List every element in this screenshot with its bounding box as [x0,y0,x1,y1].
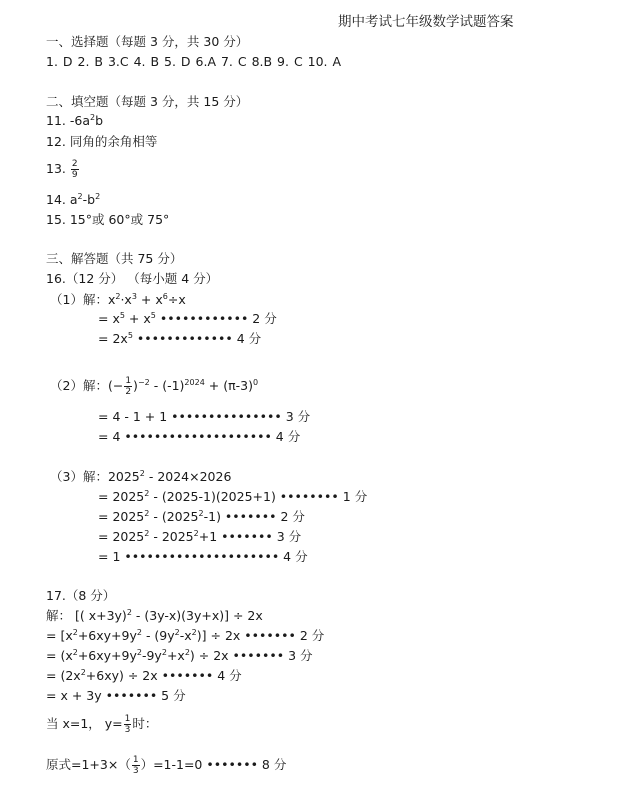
q17-line6: 当 x=1， y= $\frac{1}{3}$ 时： [46,714,158,735]
question-17-title: 17.（8 分） [46,588,116,603]
q16-part3-label: （3）解：2025$^2$ - 2024×2026 [50,469,232,484]
q17-line3: = $(x^2+6xy+9y^2-9y^2+x^2) \div 2x$ ••••••• 3 分 [46,648,313,663]
choice-answers: 1. D 2. B 3.C 4. B 5. D 6.A 7. C 8.B 9. C 10. A [46,54,342,69]
page-title: 期中考试七年级数学试题答案 [338,14,514,30]
q16-part1-expr: $x^2\cdot x^3 + x^6\div x$ [107,292,186,307]
section-heading-fill: 二、填空题（每题 3 分，共 15 分） [46,94,249,109]
fraction: $\frac{1}{3}$ [132,755,139,776]
answer-12: 12. 同角的余角相等 [46,134,158,149]
q17-line7: 原式=1+3×（ $\frac{1}{3}$ ）=1-1=0 ••••••• 8 分 [46,755,287,776]
answer-11: 11. $-6a^2b$ [46,113,104,128]
q16-part3-expr: 2025$^2$ - 2024×2026 [107,469,232,484]
q16-part2-expr: (− $\frac{1}{2}$ )$^{-2} - (-1)^{2024} + (\pi-3)^0$ [107,376,259,397]
fraction: $\frac{1}{3}$ [124,714,131,735]
question-16-title: 16.（12 分） （每小题 4 分） [46,271,219,286]
section-heading-solve: 三、解答题（共 75 分） [46,251,183,266]
answer-14: 14. $a^2-b^2$ [46,192,101,207]
q16-part1-step1: = $x^5 + x^5$ •••••••••••• 2 分 [98,311,277,326]
q16-part3-step4: = 1 ••••••••••••••••••••• 4 分 [98,549,308,564]
fraction: $\frac{1}{2}$ [125,376,132,397]
answer-15: 15. 15°或 60°或 75° [46,212,170,227]
q16-part3-step2: = $2025^2 - (2025^2-1)$ ••••••• 2 分 [98,509,305,524]
q16-part3-step1: = $2025^2 - (2025-1)(2025+1)$ •••••••• 1 分 [98,489,368,504]
q16-part2-label: （2）解：(− $\frac{1}{2}$ )$^{-2} - (-1)^{2024} + (\pi-3)^0$ [50,376,259,397]
section-heading-choice: 一、选择题（每题 3 分，共 30 分） [46,34,249,49]
q17-line4: = $(2x^2+6xy) \div 2x$ ••••••• 4 分 [46,668,242,683]
fraction: $\frac{2}{9}$ [71,159,78,180]
answer-13: 13. $\frac{2}{9}$ [46,159,78,180]
q16-part1-step2: = $2x^5$ ••••••••••••• 4 分 [98,331,262,346]
q17-line2: = $[x^2+6xy+9y^2 - (9y^2-x^2)] \div 2x$ ••••••• 2 分 [46,628,325,643]
q17-line5: = x + 3y ••••••• 5 分 [46,688,186,703]
q16-part2-step2: = 4 •••••••••••••••••••• 4 分 [98,429,301,444]
q16-part1-label: （1）解：$x^2\cdot x^3 + x^6\div x$ [50,292,186,307]
q16-part3-step3: = $2025^2 - 2025^2+1$ ••••••• 3 分 [98,529,302,544]
q17-line1: 解： [( x+3y)$^2$ - (3y-x)(3y+x)] ÷ 2x [46,608,263,623]
q16-part2-step1: = 4 - 1 + 1 ••••••••••••••• 3 分 [98,409,311,424]
